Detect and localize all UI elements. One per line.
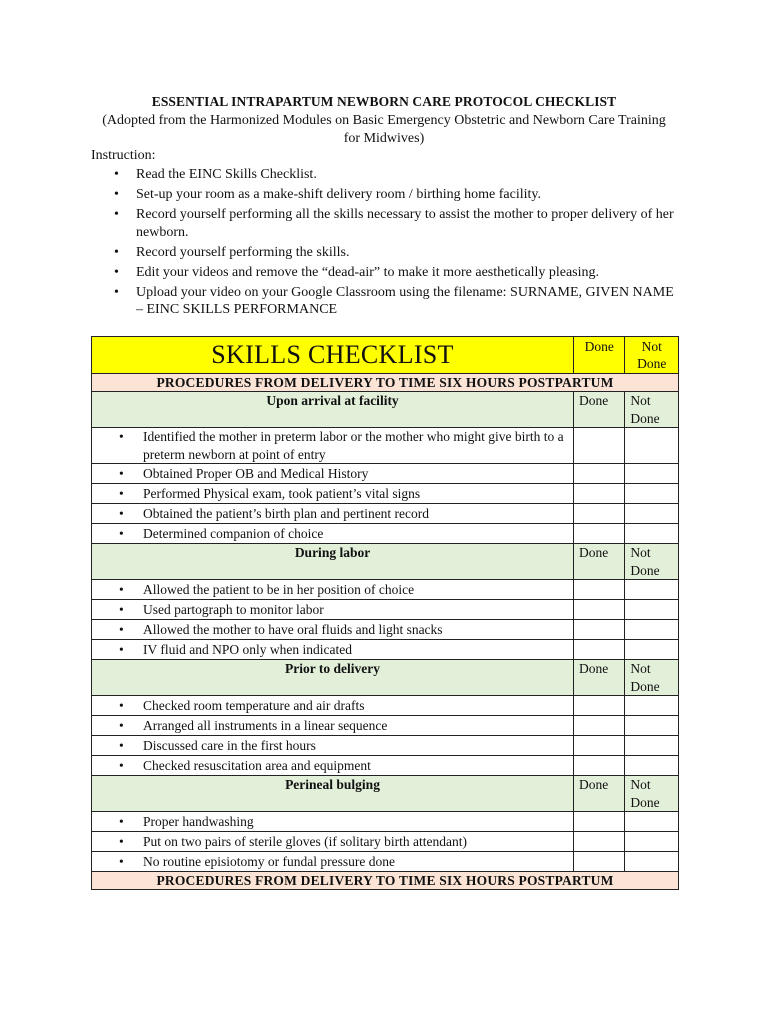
checklist-item-text: • Used partograph to monitor labor bbox=[92, 600, 574, 620]
not-done-checkbox-cell[interactable] bbox=[625, 736, 679, 756]
not-done-checkbox-cell[interactable] bbox=[625, 620, 679, 640]
section-header-row bbox=[92, 374, 679, 392]
not-done-checkbox-cell[interactable] bbox=[625, 524, 679, 544]
group-done-label: Done bbox=[574, 776, 625, 812]
checklist-item-text: • Obtained Proper OB and Medical History bbox=[92, 464, 574, 484]
group-not-done-label: Not Done bbox=[625, 776, 679, 812]
group-title: Perineal bulging bbox=[92, 776, 574, 812]
not-done-checkbox-cell[interactable] bbox=[625, 428, 679, 464]
checklist-item-row bbox=[92, 756, 679, 776]
done-checkbox-cell[interactable] bbox=[574, 736, 625, 756]
checklist-item-text: • Allowed the mother to have oral fluids and light snacks bbox=[92, 620, 574, 640]
checklist-item-text: • Allowed the patient to be in her position of choice bbox=[92, 580, 574, 600]
group-header-row bbox=[92, 776, 679, 812]
checklist-title: SKILLS CHECKLIST bbox=[92, 337, 574, 374]
instruction-item: • Upload your video on your Google Classroom using the filename: SURNAME, GIVEN NAME – EINC SKILLS PERFORMANCE bbox=[136, 284, 684, 319]
checklist-item-row bbox=[92, 464, 679, 484]
done-checkbox-cell[interactable] bbox=[574, 580, 625, 600]
done-checkbox-cell[interactable] bbox=[574, 484, 625, 504]
not-done-checkbox-cell[interactable] bbox=[625, 640, 679, 660]
not-done-column-header: Not Done bbox=[625, 337, 679, 374]
checklist-item-text: • Determined companion of choice bbox=[92, 524, 574, 544]
checklist-item-row bbox=[92, 620, 679, 640]
document-subtitle: (Adopted from the Harmonized Modules on Basic Emergency Obstetric and Newborn Care Training for Midwives) bbox=[102, 113, 666, 146]
group-done-label: Done bbox=[574, 544, 625, 580]
checklist-item-row bbox=[92, 716, 679, 736]
checklist-item-text: • IV fluid and NPO only when indicated bbox=[92, 640, 574, 660]
checklist-item-text: • Performed Physical exam, took patient’s vital signs bbox=[92, 484, 574, 504]
instruction-item: • Record yourself performing the skills. bbox=[136, 244, 684, 262]
done-checkbox-cell[interactable] bbox=[574, 464, 625, 484]
done-checkbox-cell[interactable] bbox=[574, 504, 625, 524]
instruction-list bbox=[136, 166, 684, 321]
not-done-checkbox-cell[interactable] bbox=[625, 812, 679, 832]
done-checkbox-cell[interactable] bbox=[574, 524, 625, 544]
group-header-row bbox=[92, 392, 679, 428]
done-checkbox-cell[interactable] bbox=[574, 832, 625, 852]
done-checkbox-cell[interactable] bbox=[574, 852, 625, 872]
group-done-label: Done bbox=[574, 392, 625, 428]
checklist-header-row bbox=[92, 337, 679, 374]
instruction-item: • Set-up your room as a make-shift delivery room / birthing home facility. bbox=[136, 186, 684, 204]
group-title: Upon arrival at facility bbox=[92, 392, 574, 428]
checklist-item-text: • Obtained the patient’s birth plan and pertinent record bbox=[92, 504, 574, 524]
checklist-item-row bbox=[92, 832, 679, 852]
group-header-row bbox=[92, 660, 679, 696]
checklist-item-row bbox=[92, 640, 679, 660]
checklist-item-text: • Identified the mother in preterm labor or the mother who might give birth to a preterm newborn at point of entry bbox=[92, 428, 574, 464]
checklist-item-text: • Checked resuscitation area and equipment bbox=[92, 756, 574, 776]
group-title: Prior to delivery bbox=[92, 660, 574, 696]
group-not-done-label: Not Done bbox=[625, 660, 679, 696]
skills-checklist-table bbox=[91, 336, 679, 890]
not-done-checkbox-cell[interactable] bbox=[625, 852, 679, 872]
not-done-checkbox-cell[interactable] bbox=[625, 464, 679, 484]
done-checkbox-cell[interactable] bbox=[574, 756, 625, 776]
group-header-row bbox=[92, 544, 679, 580]
checklist-item-row bbox=[92, 580, 679, 600]
done-checkbox-cell[interactable] bbox=[574, 812, 625, 832]
section-footer-row bbox=[92, 872, 679, 890]
checklist-item-row bbox=[92, 504, 679, 524]
not-done-checkbox-cell[interactable] bbox=[625, 716, 679, 736]
checklist-item-row bbox=[92, 600, 679, 620]
document-title: ESSENTIAL INTRAPARTUM NEWBORN CARE PROTOCOL CHECKLIST bbox=[151, 94, 617, 109]
section-footer: PROCEDURES FROM DELIVERY TO TIME SIX HOURS POSTPARTUM bbox=[92, 872, 679, 890]
group-title: During labor bbox=[92, 544, 574, 580]
checklist-item-row bbox=[92, 524, 679, 544]
not-done-checkbox-cell[interactable] bbox=[625, 756, 679, 776]
group-not-done-label: Not Done bbox=[625, 392, 679, 428]
instruction-item: • Record yourself performing all the skills necessary to assist the mother to proper delivery of her newborn. bbox=[136, 206, 684, 241]
done-checkbox-cell[interactable] bbox=[574, 428, 625, 464]
checklist-item-text: • No routine episiotomy or fundal pressure done bbox=[92, 852, 574, 872]
done-checkbox-cell[interactable] bbox=[574, 620, 625, 640]
checklist-item-row bbox=[92, 812, 679, 832]
not-done-checkbox-cell[interactable] bbox=[625, 504, 679, 524]
checklist-item-text: • Checked room temperature and air drafts bbox=[92, 696, 574, 716]
not-done-checkbox-cell[interactable] bbox=[625, 484, 679, 504]
instruction-item: • Edit your videos and remove the “dead-air” to make it more aesthetically pleasing. bbox=[136, 264, 684, 282]
checklist-item-text: • Discussed care in the first hours bbox=[92, 736, 574, 756]
instruction-item: • Read the EINC Skills Checklist. bbox=[136, 166, 684, 184]
checklist-item-text: • Put on two pairs of sterile gloves (if solitary birth attendant) bbox=[92, 832, 574, 852]
checklist-item-row bbox=[92, 428, 679, 464]
done-checkbox-cell[interactable] bbox=[574, 716, 625, 736]
checklist-item-text: • Proper handwashing bbox=[92, 812, 574, 832]
instruction-label: Instruction: bbox=[91, 148, 156, 163]
not-done-checkbox-cell[interactable] bbox=[625, 580, 679, 600]
checklist-item-row bbox=[92, 696, 679, 716]
group-done-label: Done bbox=[574, 660, 625, 696]
done-checkbox-cell[interactable] bbox=[574, 640, 625, 660]
checklist-item-row bbox=[92, 484, 679, 504]
checklist-item-row bbox=[92, 736, 679, 756]
checklist-item-row bbox=[92, 852, 679, 872]
not-done-checkbox-cell[interactable] bbox=[625, 832, 679, 852]
not-done-checkbox-cell[interactable] bbox=[625, 600, 679, 620]
section-header: PROCEDURES FROM DELIVERY TO TIME SIX HOURS POSTPARTUM bbox=[92, 374, 679, 392]
done-column-header: Done bbox=[574, 337, 625, 374]
group-not-done-label: Not Done bbox=[625, 544, 679, 580]
not-done-checkbox-cell[interactable] bbox=[625, 696, 679, 716]
done-checkbox-cell[interactable] bbox=[574, 696, 625, 716]
done-checkbox-cell[interactable] bbox=[574, 600, 625, 620]
checklist-item-text: • Arranged all instruments in a linear sequence bbox=[92, 716, 574, 736]
